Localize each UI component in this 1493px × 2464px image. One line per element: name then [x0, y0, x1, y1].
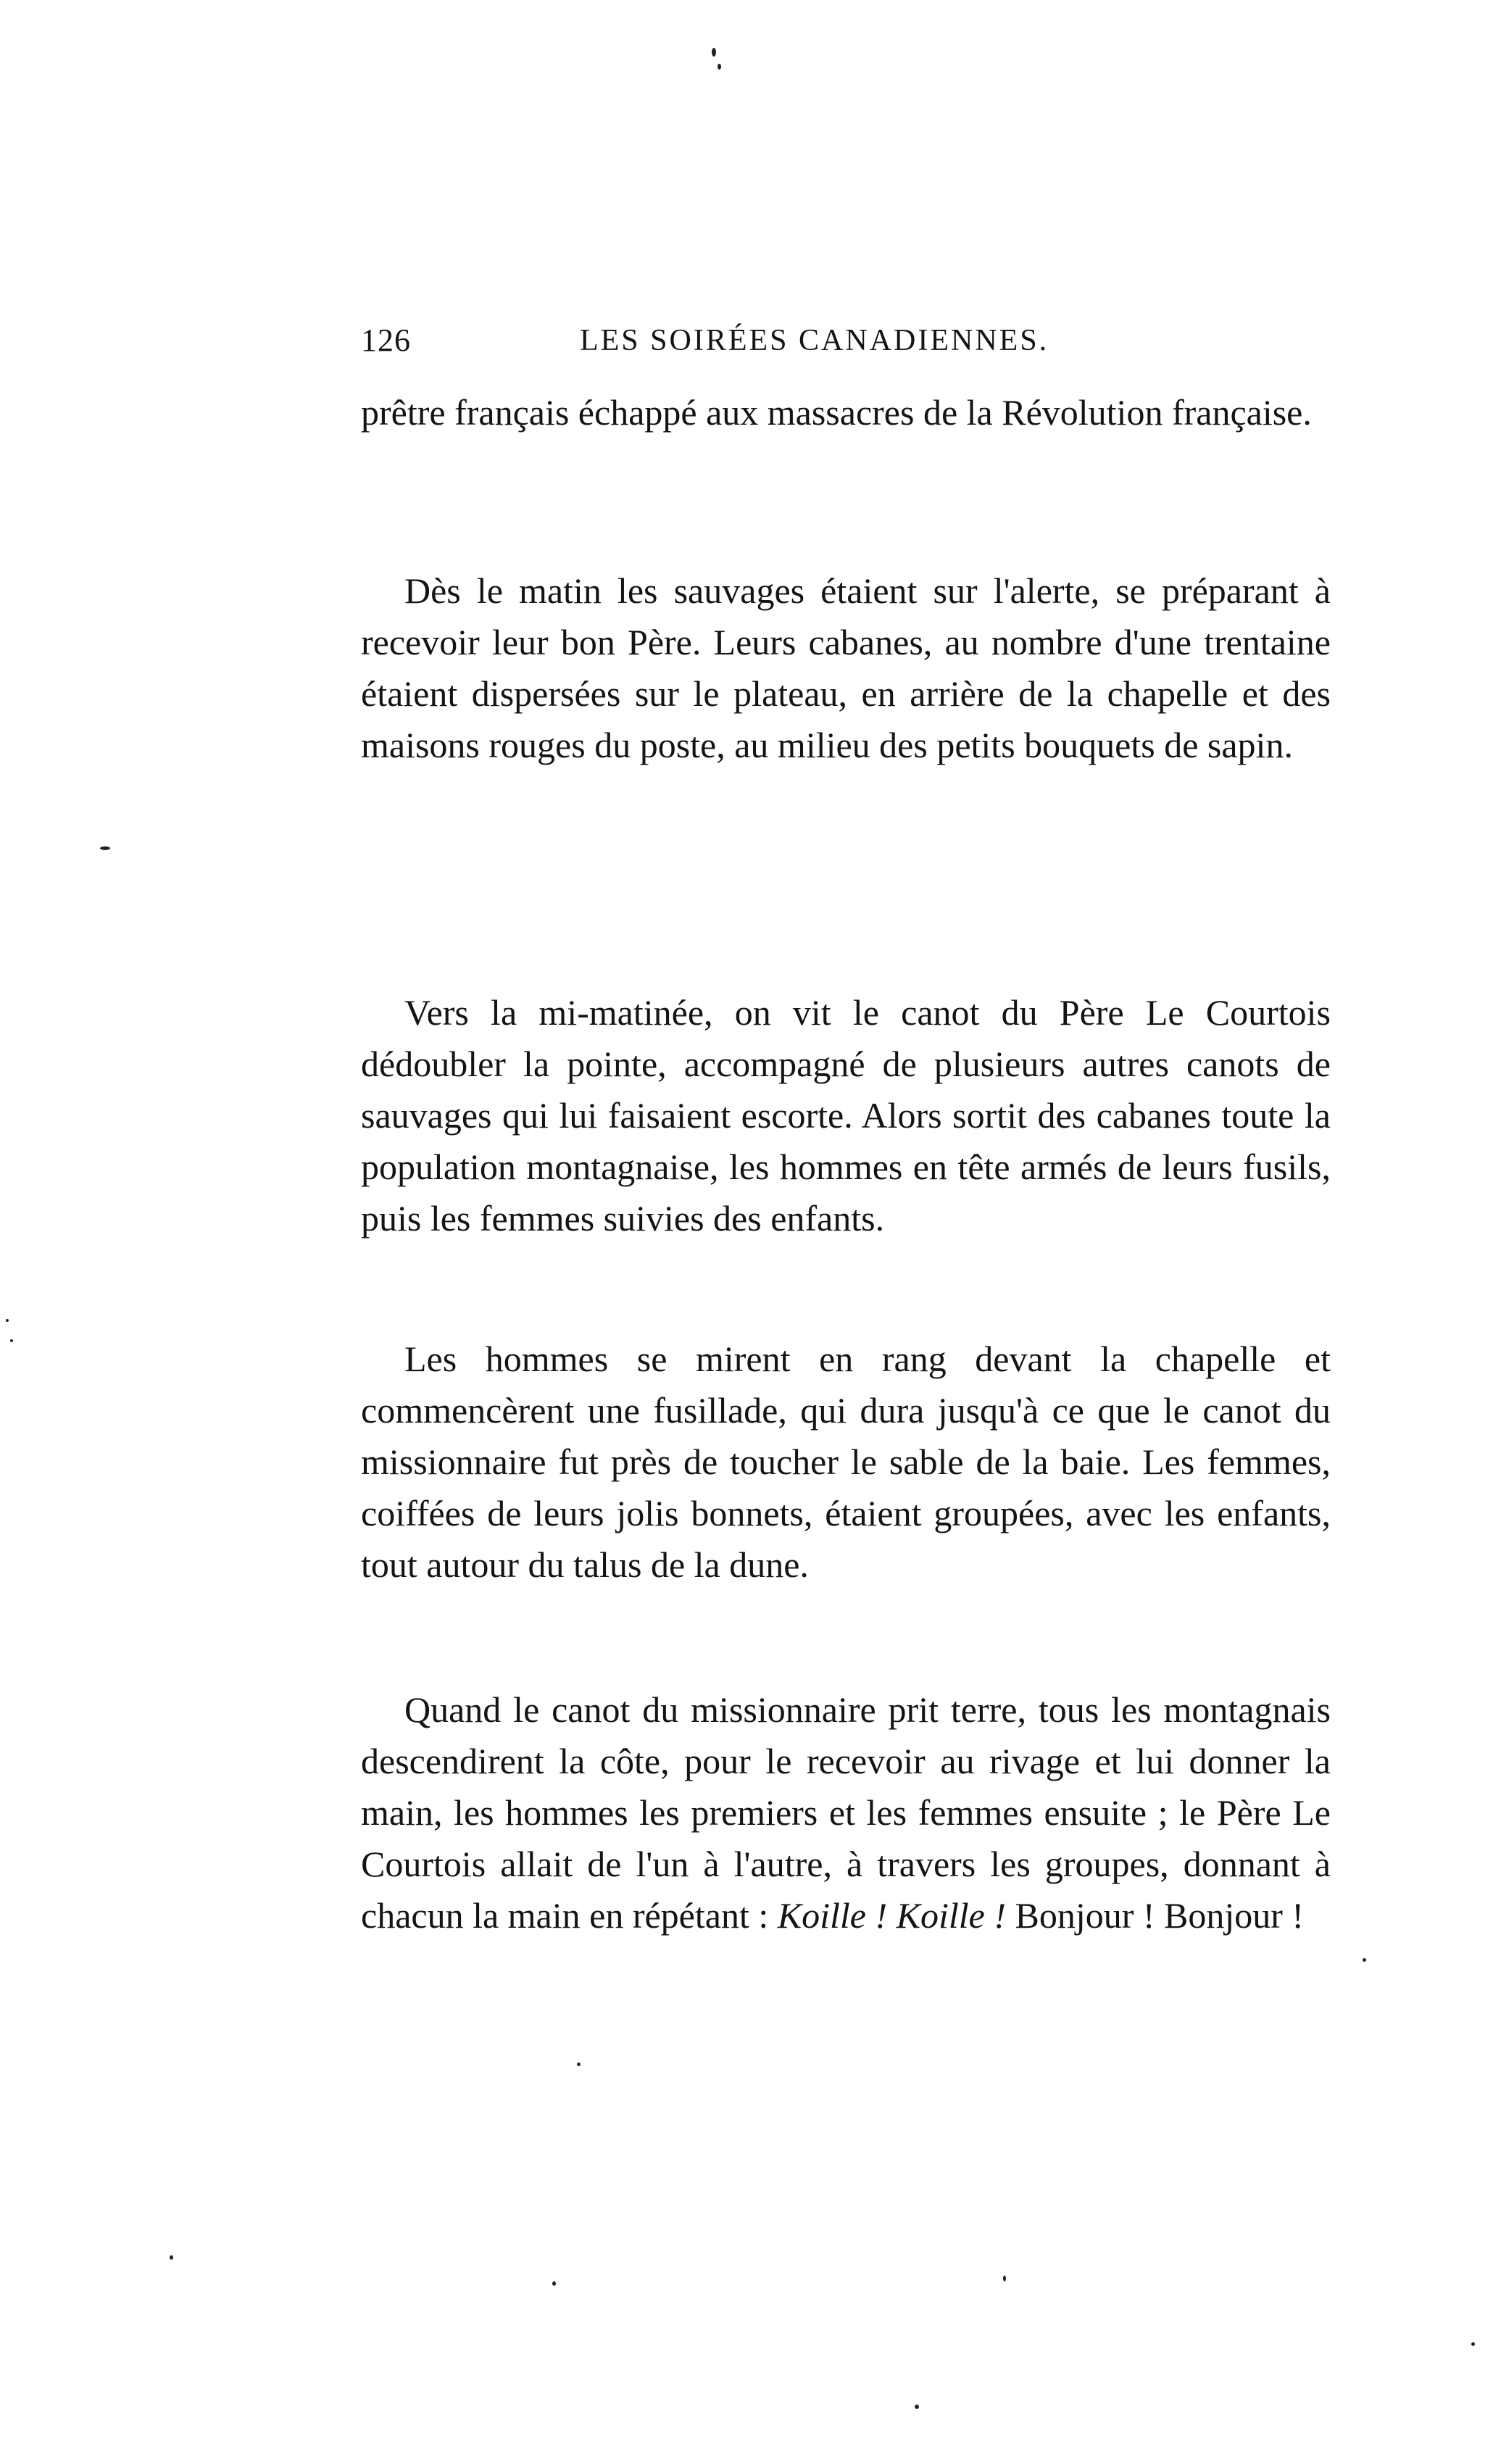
italic-greeting: Koille !	[777, 1895, 888, 1936]
paragraph-text: Vers la mi-matinée, on vit le canot du Père Le Courtois dédoubler la pointe, accompagné de plusieurs autres canots de sauvages qui lui faisaient escorte. Alors sortit des cabanes toute la population montagnaise, les hommes en tête armés de leurs fusils, puis les femmes suivies des enfants.	[361, 992, 1331, 1239]
paragraph	[361, 1333, 1331, 1591]
scan-speck	[170, 2255, 173, 2260]
paragraph-text: Les hommes se mirent en rang devant la chapelle et commencèrent une fusillade, qui dura jusqu'à ce que le canot du missionnaire fut près de toucher le sable de la baie. Les femmes, coiffées de leurs jolis bonnets, étaient groupées, avec les enfants, tout autour du talus de la dune.	[361, 1339, 1331, 1585]
paragraph-continuation	[361, 387, 1331, 438]
scan-speck	[1003, 2276, 1006, 2281]
paragraph	[361, 987, 1331, 1244]
paragraph-text: Dès le matin les sauvages étaient sur l'alerte, se préparant à recevoir leur bon Père. Leurs cabanes, au nombre d'une trentaine étaient dispersées sur le plateau, en arrière de la chapelle et des maisons rouges du poste, au milieu des petits bouquets de sapin.	[361, 570, 1331, 765]
page-number: 126	[361, 322, 411, 358]
scan-speck	[100, 846, 110, 850]
paragraph	[361, 1684, 1331, 1941]
scan-speck	[552, 2281, 556, 2286]
running-head: LES SOIRÉES CANADIENNES.	[580, 324, 1049, 357]
scan-speck	[10, 1339, 13, 1342]
scan-speck	[712, 48, 716, 57]
scan-speck	[6, 1319, 9, 1322]
paragraph-text-part: Quand le canot du missionnaire prit terre, tous les montagnais descendirent la côte, pour le recevoir au rivage et lui donner la main, les hommes les premiers et les femmes ensuite ; le Père Le Courtois allait de l'un à l'autre, à travers les groupes, donnant à chacun la main en répétant :	[361, 1689, 1331, 1936]
page-header	[0, 319, 1493, 362]
scan-speck	[915, 2405, 919, 2409]
paragraph-text: prêtre français échappé aux massacres de la Révolution française.	[361, 392, 1312, 433]
scan-speck	[718, 64, 721, 70]
scan-speck	[1471, 2342, 1475, 2346]
scan-speck	[1363, 1958, 1366, 1962]
italic-greeting: Koille !	[896, 1895, 1006, 1936]
paragraph-text	[361, 1684, 1331, 1941]
scan-speck	[577, 2063, 581, 2066]
paragraph-text-part: Bonjour ! Bonjour !	[1005, 1895, 1305, 1936]
paragraph	[361, 565, 1331, 771]
